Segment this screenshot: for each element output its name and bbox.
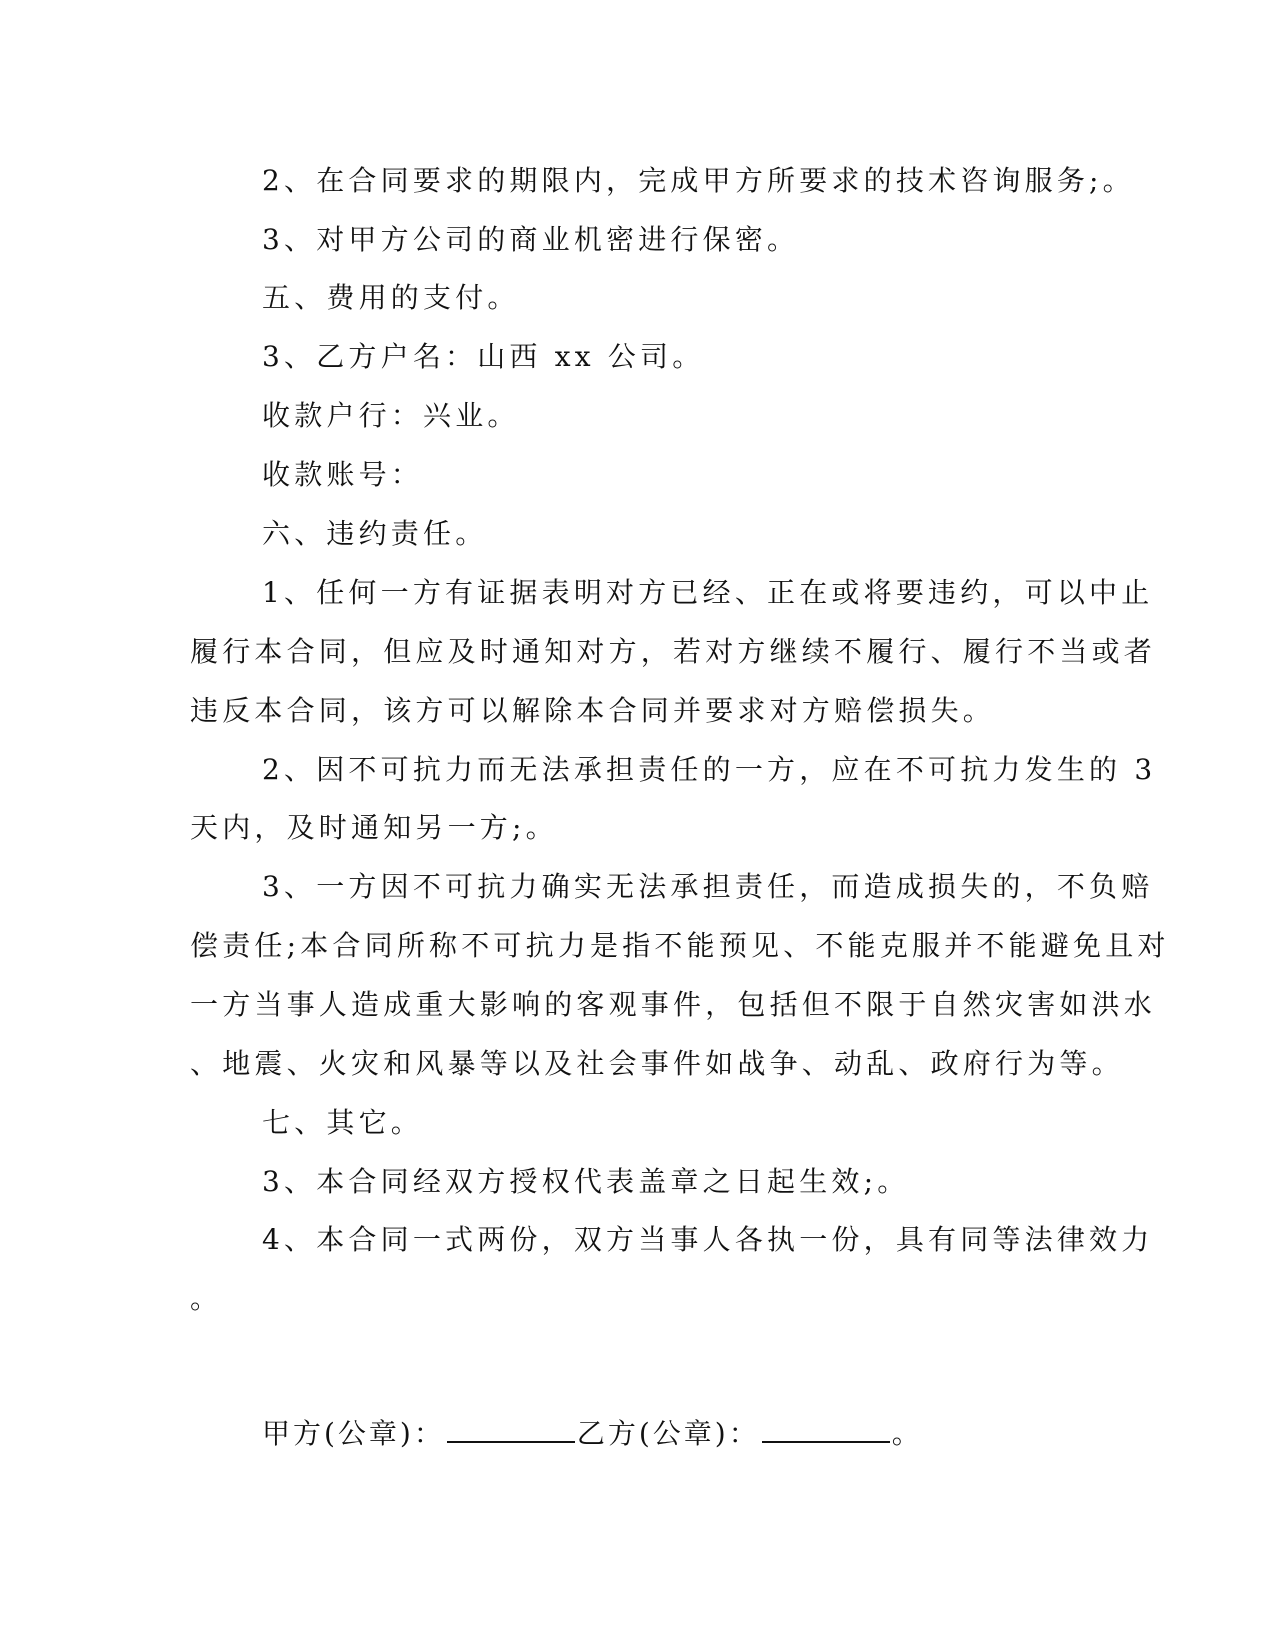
signature-row [262, 1411, 923, 1451]
clause-line: 一方当事人造成重大影响的客观事件，包括但不限于自然灾害如洪水 [190, 988, 1157, 1021]
party-a-seal-blank [447, 1411, 575, 1443]
party-a-seal-label: 甲方(公章)： [262, 1417, 445, 1450]
clause-line: 3、本合同经双方授权代表盖章之日起生效;。 [262, 1165, 910, 1198]
clause-line: 1、任何一方有证据表明对方已经、正在或将要违约，可以中止 [262, 576, 1154, 609]
section-heading: 五、费用的支付。 [262, 281, 520, 314]
signature-end-mark: 。 [891, 1417, 923, 1450]
clause-line: 3、对甲方公司的商业机密进行保密。 [262, 223, 800, 256]
clause-line: 4、本合同一式两份，双方当事人各执一份，具有同等法律效力 [262, 1223, 1154, 1256]
clause-line: 违反本合同，该方可以解除本合同并要求对方赔偿损失。 [190, 694, 996, 727]
party-b-seal-label: 乙方(公章)： [576, 1417, 760, 1450]
clause-line: 3、乙方户名：山西 xx 公司。 [262, 340, 705, 373]
clause-line: 2、在合同要求的期限内，完成甲方所要求的技术咨询服务;。 [262, 164, 1135, 197]
clause-line: 收款户行：兴业。 [262, 399, 520, 432]
clause-line: 。 [190, 1282, 223, 1315]
clause-line: 偿责任;本合同所称不可抗力是指不能预见、不能克服并不能避免且对 [190, 929, 1170, 962]
clause-line: 、地震、火灾和风暴等以及社会事件如战争、动乱、政府行为等。 [190, 1047, 1124, 1080]
clause-line: 2、因不可抗力而无法承担责任的一方，应在不可抗力发生的 3 [262, 753, 1157, 786]
section-heading: 六、违约责任。 [262, 517, 488, 550]
section-heading: 七、其它。 [262, 1106, 424, 1139]
clause-line: 履行本合同，但应及时通知对方，若对方继续不履行、履行不当或者 [190, 635, 1157, 668]
party-b-seal-blank [762, 1411, 890, 1443]
clause-line: 3、一方因不可抗力确实无法承担责任，而造成损失的，不负赔 [262, 870, 1154, 903]
clause-line: 收款账号： [262, 458, 424, 491]
clause-line: 天内，及时通知另一方;。 [190, 811, 558, 844]
